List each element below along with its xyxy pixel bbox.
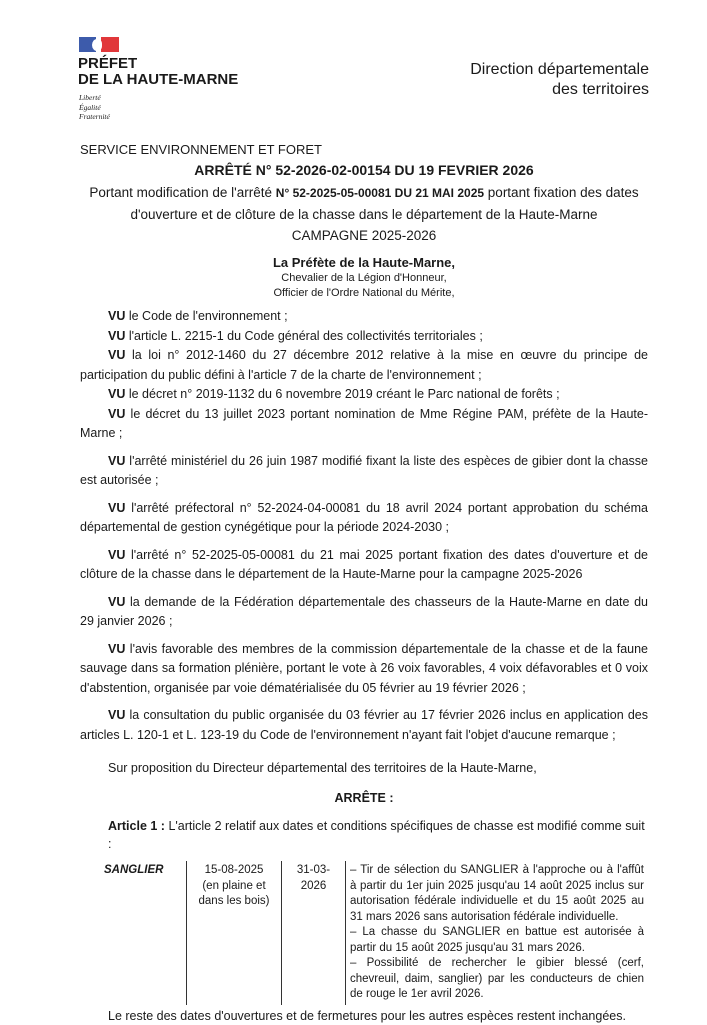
visa-text: le décret du 13 juillet 2023 portant nomination de Mme Régine PAM, préfète de la Haute-Marne ;	[80, 406, 648, 440]
vu-label: VU	[108, 309, 126, 323]
department-line: DE LA HAUTE-MARNE	[78, 71, 239, 88]
condition: – Possibilité de rechercher le gibier blessé (cerf, chevreuil, daim, sanglier) par les conducteurs de chien de rouge le 1er avril 2026.	[350, 957, 644, 1000]
direction-line2: des territoires	[552, 81, 649, 98]
vu-label: VU	[108, 547, 126, 562]
prefet-line: PRÉFET	[78, 55, 138, 72]
visa-text: l'avis favorable des membres de la commission départementale de la chasse et de la faune sauvage dans sa formation plénière, portant le vote à 26 voix favorables, 4 voix défavorables et 0 voix d'abstention, organisée par voie dématérialisée du 05 février au 19 février 2026 ;	[80, 641, 648, 695]
opening-date: 15-08-2025	[204, 864, 264, 876]
direction-name	[470, 60, 649, 100]
vu-label: VU	[108, 708, 126, 722]
visa	[80, 307, 648, 327]
prefete-title2: Officier de l'Ordre National du Mérite,	[273, 287, 455, 299]
devise-egalite: Égalité	[79, 102, 101, 112]
visa-text: la demande de la Fédération départementale des chasseurs de la Haute-Marne en date du 29 janvier 2026 ;	[80, 594, 648, 628]
service-name: SERVICE ENVIRONNEMENT ET FORET	[80, 142, 322, 157]
subtitle-prefix: Portant modification de l'arrêté	[89, 185, 276, 200]
visa-text: l'arrêté n° 52-2025-05-00081 du 21 mai 2025 portant fixation des dates d'ouverture et de clôture de la chasse dans le département de la Haute-Marne pour la campagne 2025-2026	[80, 547, 648, 581]
article-label: Article 1 :	[108, 819, 165, 833]
visa-text: le Code de l'environnement ;	[125, 309, 288, 323]
visa	[80, 593, 648, 632]
vu-label: VU	[108, 406, 126, 421]
visa	[80, 405, 648, 444]
visa	[80, 452, 648, 491]
condition: – Tir de sélection du SANGLIER à l'approche ou à l'affût à partir du 1er juin 2025 jusqu'au 14 août 2025 inclus sur autorisation fédérale individuelle et du 15 août 2025 au 31 mars 2026 sans autorisation fédérale individuelle.	[350, 864, 644, 923]
opening-note: (en plaine et dans les bois)	[198, 879, 270, 907]
subtitle-ref: N° 52-2025-05-00081 DU 21 MAI 2025	[275, 186, 485, 200]
visa	[80, 346, 648, 385]
visa-text: l'arrêté préfectoral n° 52-2024-04-00081 du 18 avril 2024 portant approbation du schéma départemental de gestion cynégétique pour la période 2024-2030 ;	[80, 500, 648, 534]
table-row	[100, 861, 648, 1005]
species-cell: SANGLIER	[104, 864, 164, 876]
visa-text: la consultation du public organisée du 03 février au 17 février 2026 inclus en application des articles L. 120-1 et L. 123-19 du Code de l'environnement n'ayant fait l'objet d'aucune remarque ;	[80, 708, 648, 742]
article-1	[80, 817, 648, 853]
vu-label: VU	[108, 594, 126, 609]
prefete-title1: Chevalier de la Légion d'Honneur,	[281, 272, 447, 284]
visa	[80, 546, 648, 585]
visa	[80, 327, 648, 347]
devise-fraternite: Fraternité	[79, 112, 110, 121]
visas	[80, 307, 648, 745]
devise	[79, 93, 110, 122]
closing-statement: Le reste des dates d'ouvertures et de fermetures pour les autres espèces restent inchangées.	[108, 1008, 626, 1023]
prefecture-name	[78, 56, 238, 88]
vu-label: VU	[108, 387, 126, 401]
visa	[80, 640, 648, 699]
prefete-block	[80, 254, 648, 301]
visa-text: l'arrêté ministériel du 26 juin 1987 modifié fixant la liste des espèces de gibier dont la chasse est autorisée ;	[80, 453, 648, 487]
vu-label: VU	[108, 500, 126, 515]
proposition: Sur proposition du Directeur départemental des territoires de la Haute-Marne,	[108, 761, 537, 775]
devise-liberte: Liberté	[79, 93, 101, 102]
vu-label: VU	[108, 348, 126, 362]
direction-line1: Direction départementale	[470, 61, 649, 78]
visa-text: l'article L. 2215-1 du Code général des collectivités territoriales ;	[125, 328, 483, 343]
closing-cell: 31-03-2026	[282, 861, 346, 1005]
visa	[80, 706, 648, 745]
campaign: CAMPAGNE 2025-2026	[291, 228, 437, 243]
opening-cell	[187, 861, 282, 1005]
prefete-name: La Préfète de la Haute-Marne,	[272, 255, 456, 270]
condition: – La chasse du SANGLIER en battue est autorisée à partir du 15 août 2025 jusqu'au 31 mars 2026.	[350, 926, 644, 954]
vu-label: VU	[108, 453, 126, 468]
vu-label: VU	[108, 641, 126, 656]
conditions-cell	[346, 861, 649, 1005]
marianne-logo	[79, 37, 119, 52]
arrete-heading: ARRÊTE :	[334, 791, 394, 805]
visa	[80, 499, 648, 538]
subtitle-suffix: portant fixation des dates d'ouverture et de clôture de la chasse dans le département de la Haute-Marne	[130, 185, 639, 222]
document-title: ARRÊTÉ N° 52-2026-02-00154 DU 19 FEVRIER 2026	[194, 162, 534, 178]
document-subtitle	[80, 182, 648, 246]
article-text: L'article 2 relatif aux dates et conditions spécifiques de chasse est modifié comme suit :	[108, 819, 645, 851]
visa-text: la loi n° 2012-1460 du 27 décembre 2012 relative à la mise en œuvre du principe de participation du public défini à l'article 7 de la charte de l'environnement ;	[80, 348, 648, 382]
document-body	[80, 142, 648, 1025]
hunting-dates-table	[100, 861, 648, 1005]
visa	[80, 385, 648, 405]
visa-text: le décret n° 2019-1132 du 6 novembre 2019 créant le Parc national de forêts ;	[125, 387, 560, 401]
vu-label: VU	[108, 328, 126, 343]
